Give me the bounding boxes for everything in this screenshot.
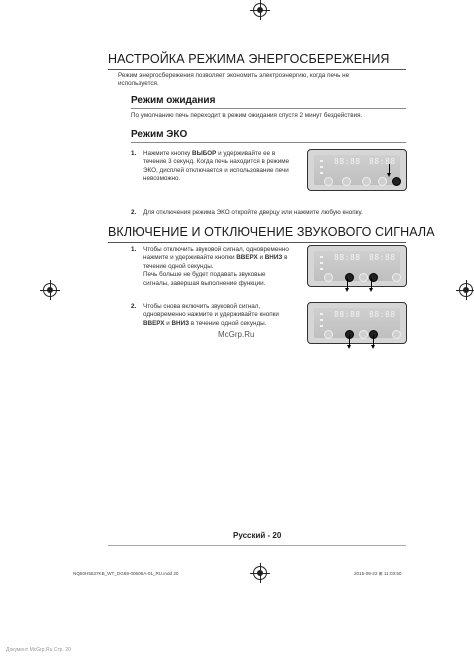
panel-button-icon bbox=[392, 273, 401, 282]
registration-mark-top bbox=[253, 3, 267, 17]
eco-title: Режим ЭКО bbox=[131, 129, 188, 140]
section-divider bbox=[108, 69, 406, 70]
eco-step2-number: 2. bbox=[131, 209, 137, 216]
control-panel-illustration-sound-on bbox=[307, 302, 407, 344]
panel-button-icon bbox=[324, 177, 333, 186]
energy-intro-text: Режим энергосбережения позволяет экономить электроэнергию, когда печь не используется. bbox=[118, 72, 350, 88]
registration-mark-right bbox=[459, 283, 473, 297]
watermark-site: McGrp.Ru bbox=[218, 330, 255, 339]
arrow-icon bbox=[347, 278, 348, 289]
bottom-watermark: Документ McGrp.Ru Cтр. 20 bbox=[6, 647, 71, 653]
sound-step2-number: 2. bbox=[131, 303, 137, 310]
display-digits-left: 88:88 bbox=[334, 310, 361, 319]
print-file-name: NQ50H5537KB_WT_DG68-00606A-01_RU.indd 20 bbox=[73, 571, 179, 576]
eco-step2-text: Для отключения режима ЭКО откройте дверцу или нажмите любую кнопку. bbox=[143, 209, 363, 216]
panel-button-icon bbox=[362, 177, 371, 186]
eco-step1-text: Нажмите кнопку ВЫБОР и удерживайте ее в течение 3 секунд. Когда печь находится в режиме ЭКО, дисплей отключается и использование печи невозможно. bbox=[143, 150, 290, 183]
arrow-icon bbox=[389, 164, 390, 174]
arrow-icon bbox=[349, 335, 350, 346]
display-digits-right: 88:88 bbox=[369, 310, 396, 319]
display-digits-left: 88:88 bbox=[334, 253, 361, 262]
panel-button-icon bbox=[359, 273, 368, 282]
arrow-icon bbox=[373, 335, 374, 346]
registration-mark-left bbox=[43, 283, 57, 297]
sound-step2-text: Чтобы снова включить звуковой сигнал, одновременно нажмите и удерживайте кнопки ВВЕРХ и ВНИЗ в течение одной секунды. bbox=[143, 303, 279, 327]
panel-button-icon bbox=[324, 273, 333, 282]
display-digits-left: 88:88 bbox=[334, 157, 361, 166]
control-panel-illustration-sound-off bbox=[307, 245, 407, 287]
page-number-label: Русский - 20 bbox=[233, 531, 282, 540]
panel-button-icon bbox=[378, 177, 387, 186]
sound-step1-text: Чтобы отключить звуковой сигнал, одновременно нажмите и удерживайте кнопки ВВЕРХ и ВНИЗ в течение одной секунды. Печь больше не будет подавать звуковые сигналы, завершая выполнение функции. bbox=[143, 246, 289, 287]
footer-rule bbox=[108, 545, 406, 546]
standby-divider bbox=[131, 108, 406, 109]
panel-button-icon bbox=[392, 330, 401, 339]
bold-select: ВЫБОР bbox=[192, 150, 217, 157]
section-title-sound: ВКЛЮЧЕНИЕ И ОТКЛЮЧЕНИЕ ЗВУКОВОГО СИГНАЛА bbox=[108, 225, 435, 239]
sound-step1-number: 1. bbox=[131, 246, 137, 253]
print-date: 2015-09-22 ⊞ 11:03:50 bbox=[354, 571, 402, 576]
section-title-energy: НАСТРОЙКА РЕЖИМА ЭНЕРГОСБЕРЕЖЕНИЯ bbox=[108, 52, 390, 66]
panel-button-icon bbox=[342, 177, 351, 186]
panel-button-icon bbox=[359, 330, 368, 339]
eco-divider bbox=[131, 142, 406, 143]
registration-mark-bottom bbox=[253, 566, 267, 580]
standby-title: Режим ожидания bbox=[131, 95, 216, 106]
section-divider bbox=[108, 242, 406, 243]
control-panel-illustration-eco bbox=[307, 149, 407, 191]
eco-step1-number: 1. bbox=[131, 150, 137, 157]
arrow-icon bbox=[371, 278, 372, 289]
panel-button-icon bbox=[324, 330, 333, 339]
display-digits-right: 88:88 bbox=[369, 157, 396, 166]
display-digits-right: 88:88 bbox=[369, 253, 396, 262]
standby-text: По умолчанию печь переходит в режим ожидания спустя 2 минут бездействия. bbox=[131, 112, 363, 119]
select-button-icon bbox=[392, 177, 401, 186]
